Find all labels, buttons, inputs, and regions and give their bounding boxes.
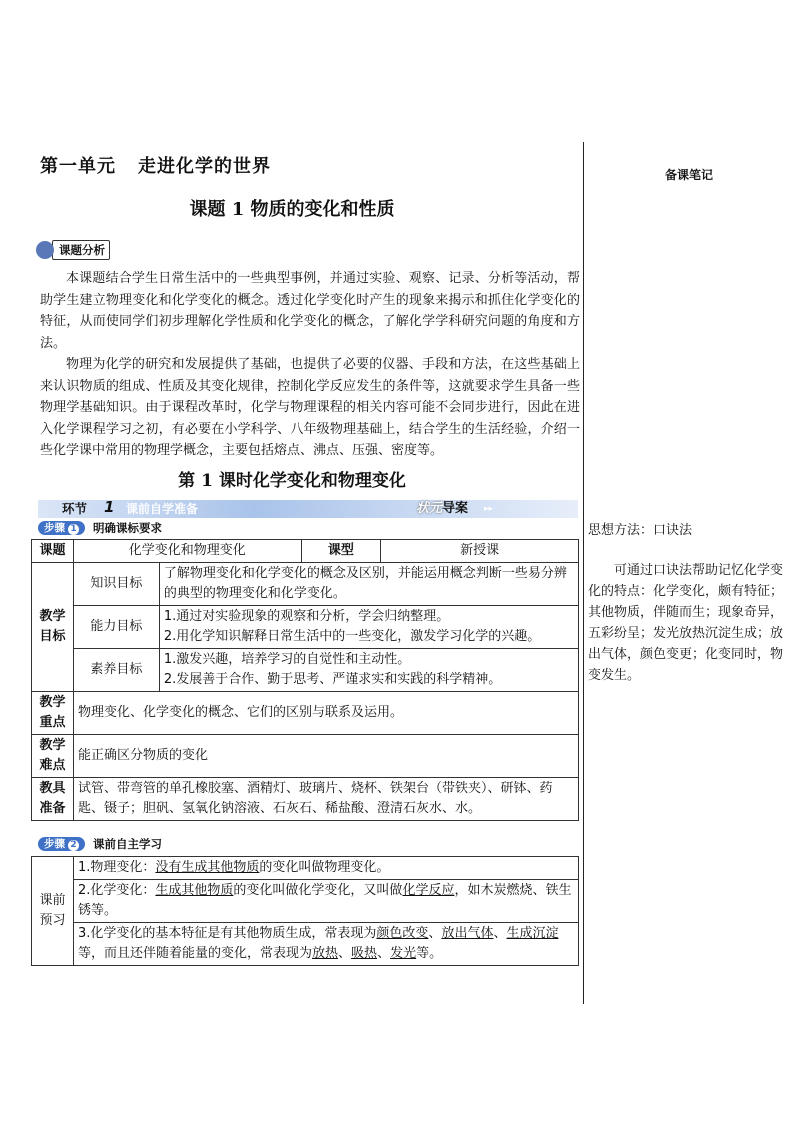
unit-name: 走进化学的世界 (138, 156, 271, 177)
ability-text (159, 606, 578, 649)
step-2-pill-label: 步骤 (44, 837, 65, 850)
literacy-text (159, 649, 578, 692)
preview-3-sep-1: 、 (428, 926, 442, 941)
key-points-label: 教学重点 (32, 692, 74, 735)
step-2-header (38, 836, 162, 851)
knowledge-text: 了解物理变化和化学变化的概念及区别，并能运用概念判断一些易分辨的典型的物理变化和化学变化。 (159, 563, 578, 606)
table-row (32, 606, 579, 649)
literacy-label: 素养目标 (73, 649, 159, 692)
side-note-method: 思想方法：口诀法 (588, 523, 693, 538)
preview-1-suffix: 的变化叫做物理变化。 (259, 860, 390, 875)
preview-3-answer-2: 放出气体 (441, 926, 494, 941)
literacy-item-1: 1.激发兴趣，培养学习的自觉性和主动性。 (163, 652, 411, 667)
preview-1-answer: 没有生成其他物质 (155, 860, 260, 875)
section-banner (38, 500, 578, 518)
table-row (32, 857, 579, 880)
preview-2-answer-1: 生成其他物质 (155, 883, 234, 898)
preview-3-sep-2: 、 (493, 926, 507, 941)
preview-2-suffix: ，如木炭燃烧、铁生锈等。 (78, 883, 572, 918)
banner-right-a: 状元 (416, 501, 443, 516)
table-row (32, 540, 579, 563)
notes-column-divider (583, 142, 584, 1004)
preview-3-answer-4: 放热 (312, 946, 339, 961)
difficulty-label: 教学难点 (32, 735, 74, 778)
period-title: 第 1 课时化学变化和物理变化 (178, 471, 406, 491)
table-row (32, 735, 579, 778)
unit-title (40, 152, 271, 178)
table-row (32, 880, 579, 923)
step-2-pill (38, 837, 85, 851)
preview-3-sep-4: 、 (377, 946, 391, 961)
preview-3-suffix: 等。 (416, 946, 443, 961)
table-row (32, 649, 579, 692)
table-row (32, 923, 579, 966)
step-1-header (38, 520, 162, 535)
banner-section: 环节 (62, 501, 88, 516)
preview-1-prefix: 1.物理变化： (78, 860, 156, 875)
difficulty-text: 能正确区分物质的变化 (73, 735, 578, 778)
analysis-badge-label: 课题分析 (52, 240, 110, 260)
preview-item-3 (74, 923, 579, 966)
preview-3-answer-1: 颜色改变 (376, 926, 429, 941)
ability-item-1: 1.通过对实验现象的观察和分析，学会归纳整理。 (163, 609, 450, 624)
key-points-text: 物理变化、化学变化的概念、它们的区别与联系及运用。 (73, 692, 578, 735)
preview-item-2 (74, 880, 579, 923)
analysis-paragraph-1: 本课题结合学生日常生活中的一些典型事例，并通过实验、观察、记录、分析等活动，帮助学生建立物理变化和化学变化的概念。透过化学变化时产生的现象来揭示和抓住化学变化的特征，从而使同学们初步理解化学性质和化学变化的概念，了解化学学科研究问题的角度和方法。 (40, 271, 580, 351)
type-label: 课型 (301, 540, 381, 563)
banner-right-b: 导案 (442, 501, 469, 516)
step-2-title: 课前自主学习 (93, 836, 162, 851)
literacy-item-2: 2.发展善于合作、勤于思考、严谨求实和实践的科学精神。 (163, 672, 502, 687)
lesson-title: 课题 1 物质的变化和性质 (189, 199, 395, 220)
knowledge-label: 知识目标 (73, 563, 159, 606)
goals-label: 教学目标 (32, 563, 74, 692)
preview-3-answer-6: 发光 (390, 946, 417, 961)
unit-label: 第一单元 (40, 156, 116, 177)
preview-item-1 (74, 857, 579, 880)
step-1-title: 明确课标要求 (93, 520, 162, 535)
banner-name: 课前自学准备 (126, 502, 199, 516)
step-1-number: 1 (68, 524, 79, 535)
table-row (32, 692, 579, 735)
ability-label: 能力目标 (73, 606, 159, 649)
preview-3-prefix: 3.化学变化的基本特征是有其他物质生成，常表现为 (78, 926, 377, 941)
table-row (32, 778, 579, 821)
preview-2-prefix: 2.化学变化： (78, 883, 156, 898)
side-note-text: 可通过口诀法帮助记忆化学变化的特点：化学变化，颇有特征；其他物质，伴随而生；现象奇异，五彩纷呈；发光放热沉淀生成；放出气体，颜色变更；化变同时，物变发生。 (588, 563, 784, 683)
table-row (32, 563, 579, 606)
objectives-table (31, 539, 579, 821)
ability-item-2: 2.用化学知识解释日常生活中的一些变化，激发学习化学的兴趣。 (163, 629, 541, 644)
preview-3-middle: 等，而且还伴随着能量的变化，常表现为 (78, 946, 313, 961)
preview-3-sep-3: 、 (338, 946, 352, 961)
double-arrow-icon: ▸▸ (484, 504, 494, 514)
type-value: 新授课 (381, 540, 579, 563)
step-1-pill (38, 521, 85, 535)
preview-table (31, 856, 579, 966)
topic-value: 化学变化和物理变化 (73, 540, 301, 563)
preview-2-middle: 的变化叫做化学变化，又叫做 (233, 883, 403, 898)
banner-number: 1 (104, 498, 115, 516)
preview-2-answer-2: 化学反应 (402, 883, 455, 898)
analysis-badge (36, 240, 110, 260)
tools-text: 试管、带弯管的单孔橡胶塞、酒精灯、玻璃片、烧杯、铁架台（带铁夹）、研钵、药匙、镊子；胆矾、氢氧化钠溶液、石灰石、稀盐酸、澄清石灰水、水。 (73, 778, 578, 821)
banner-right-label (416, 500, 468, 518)
analysis-paragraph-2: 物理为化学的研究和发展提供了基础，也提供了必要的仪器、手段和方法，在这些基础上来认识物质的组成、性质及其变化规律，控制化学反应发生的条件等，这就要求学生具备一些物理学基础知识。由于课程改革时，化学与物理课程的相关内容可能不会同步进行，因此在进入化学课程学习之初，有必要在小学科学、八年级物理基础上，结合学生的生活经验，介绍一些化学课中常用的物理学概念，主要包括熔点、沸点、压强、密度等。 (40, 357, 580, 458)
topic-label: 课题 (32, 540, 74, 563)
tools-label: 教具准备 (32, 778, 74, 821)
step-1-pill-label: 步骤 (44, 521, 65, 534)
preview-3-answer-5: 吸热 (351, 946, 378, 961)
preview-3-answer-3: 生成沉淀 (506, 926, 559, 941)
preview-label: 课前预习 (32, 857, 74, 966)
clock-icon (36, 241, 54, 259)
side-notes-title: 备课笔记 (664, 168, 713, 182)
step-2-number: 2 (68, 840, 79, 851)
